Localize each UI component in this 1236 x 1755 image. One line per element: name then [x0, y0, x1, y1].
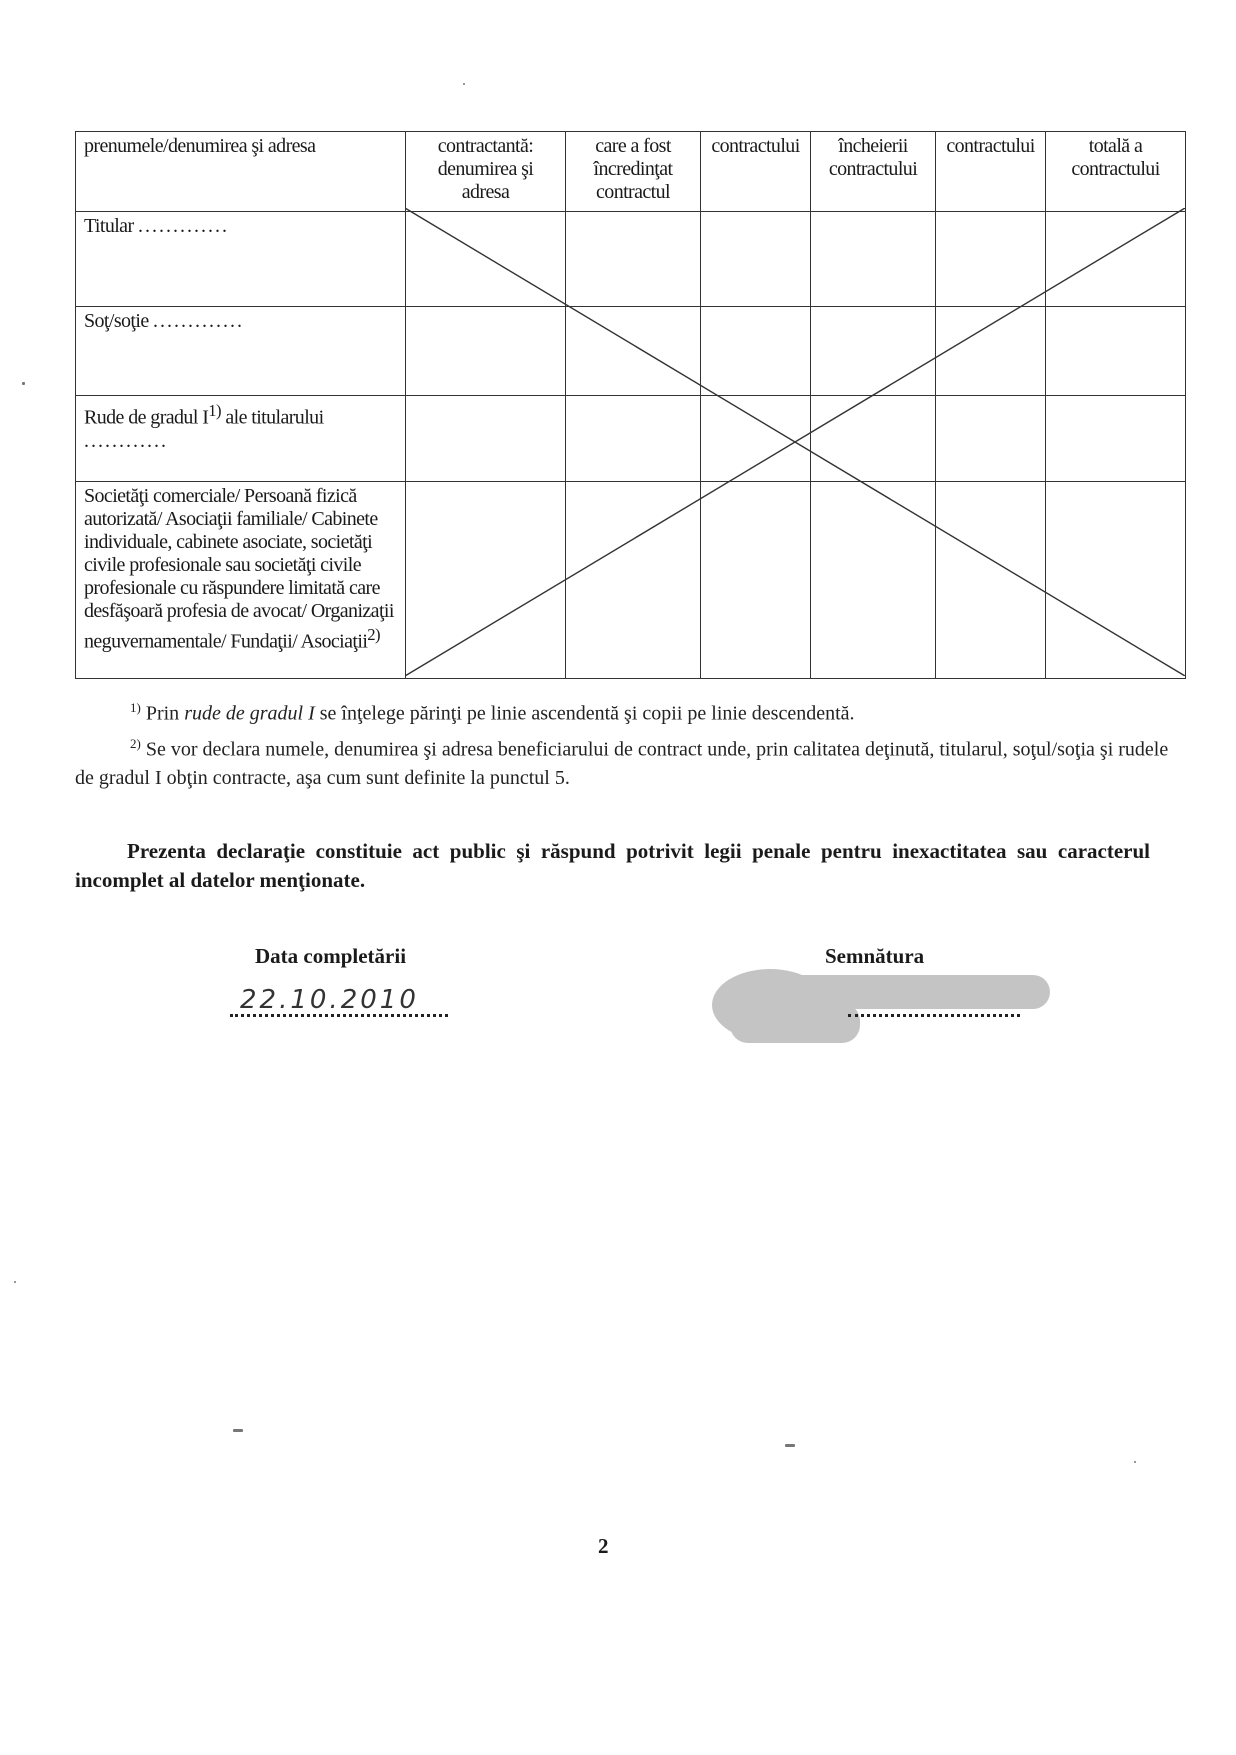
- row-dots: ............: [84, 429, 168, 452]
- empty-cell: [406, 396, 566, 482]
- table-row: [76, 396, 1186, 482]
- row-label-relatives: [76, 396, 406, 482]
- scan-speck: [14, 1281, 16, 1283]
- scan-speck: [233, 1429, 243, 1432]
- empty-cell: [566, 396, 701, 482]
- row-label: Soţ/soţie: [84, 310, 149, 332]
- footnote-ref: 1): [208, 401, 221, 420]
- row-label-titular: [76, 212, 406, 307]
- header-cell: prenumele/denumirea şi adresa: [76, 132, 406, 212]
- table-row: [76, 307, 1186, 396]
- empty-cell: [701, 396, 811, 482]
- empty-cell: [936, 212, 1046, 307]
- scan-speck: [463, 83, 465, 85]
- date-label: Data completării: [255, 944, 407, 968]
- row-label: Societăţi comerciale/ Persoană fizică autorizată/ Asociaţii familiale/ Cabinete individuale, cabinete asociate, societăţi civile profesionale sau societăţi civile profesionale cu răspundere limitată care desfăşoară profesia de avocat/ Organizaţii neguvernamentale/ Fundaţii/ Asociaţii: [84, 485, 394, 653]
- row-dots: .............: [137, 215, 229, 237]
- signature-dotted-line: [848, 1014, 1020, 1017]
- footnote-text: Se vor declara numele, denumirea şi adresa beneficiarului de contract unde, prin calitatea deţinută, titularul, soţul/soţia şi rudele de gradul I obţin contracte, aşa cum sunt definite la punctul 5.: [75, 738, 1169, 790]
- footnote-mark: 2): [130, 735, 141, 751]
- footnote-text: Prin: [145, 702, 185, 725]
- header-cell: contractantă: denumirea şi adresa: [406, 132, 566, 212]
- empty-cell: [1046, 307, 1186, 396]
- redacted-signature: [710, 967, 1055, 1047]
- empty-cell: [936, 307, 1046, 396]
- empty-cell: [566, 307, 701, 396]
- contracts-table: [75, 131, 1186, 679]
- footnote-mark: 1): [130, 700, 141, 715]
- row-label-spouse: [76, 307, 406, 396]
- declaration-statement: Prezenta declaraţie constituie act public şi răspund potrivit legii penale pentru inexactitatea sau caracterul incomplet al datelor menţionate.: [75, 839, 1150, 892]
- scan-speck: [1134, 1461, 1136, 1463]
- row-label-companies: [76, 482, 406, 679]
- empty-cell: [1046, 396, 1186, 482]
- empty-cell: [701, 482, 811, 679]
- footnote-2: [75, 729, 1185, 794]
- empty-cell: [566, 482, 701, 679]
- table-header-row: [76, 132, 1186, 212]
- header-cell: contractului: [936, 132, 1046, 212]
- footnote-text: se înţelege părinţi pe linie ascendentă şi copii pe linie descendentă.: [314, 702, 855, 725]
- empty-cell: [1046, 212, 1186, 307]
- footnote-italic: rude de gradul I: [184, 702, 315, 725]
- handwritten-date: 22.10.2010: [240, 985, 419, 1015]
- empty-cell: [406, 212, 566, 307]
- table-row: [76, 482, 1186, 679]
- header-cell: contractului: [701, 132, 811, 212]
- empty-cell: [406, 307, 566, 396]
- empty-cell: [701, 212, 811, 307]
- empty-cell: [566, 212, 701, 307]
- header-cell: care a fost încredinţat contractul: [566, 132, 701, 212]
- page-number: 2: [598, 1534, 609, 1558]
- empty-cell: [811, 482, 936, 679]
- empty-cell: [701, 307, 811, 396]
- empty-cell: [936, 396, 1046, 482]
- header-cell: totală a contractului: [1046, 132, 1186, 212]
- footnote-1: [75, 693, 1185, 729]
- table-row: [76, 212, 1186, 307]
- date-dotted-line: [230, 1014, 448, 1017]
- row-label: Rude de gradul I: [84, 406, 209, 429]
- empty-cell: [936, 482, 1046, 679]
- scan-speck: [785, 1444, 795, 1447]
- row-label: Titular: [84, 215, 134, 237]
- footnotes: [75, 693, 1185, 793]
- scan-speck: [22, 382, 25, 385]
- header-cell: încheierii contractului: [811, 132, 936, 212]
- empty-cell: [811, 212, 936, 307]
- empty-cell: [406, 482, 566, 679]
- footnote-ref: 2): [367, 625, 380, 644]
- empty-cell: [811, 396, 936, 482]
- row-dots: .............: [153, 310, 245, 332]
- signature-label: Semnătura: [825, 944, 925, 968]
- row-label-suffix: ale titularului: [220, 406, 324, 429]
- empty-cell: [811, 307, 936, 396]
- empty-cell: [1046, 482, 1186, 679]
